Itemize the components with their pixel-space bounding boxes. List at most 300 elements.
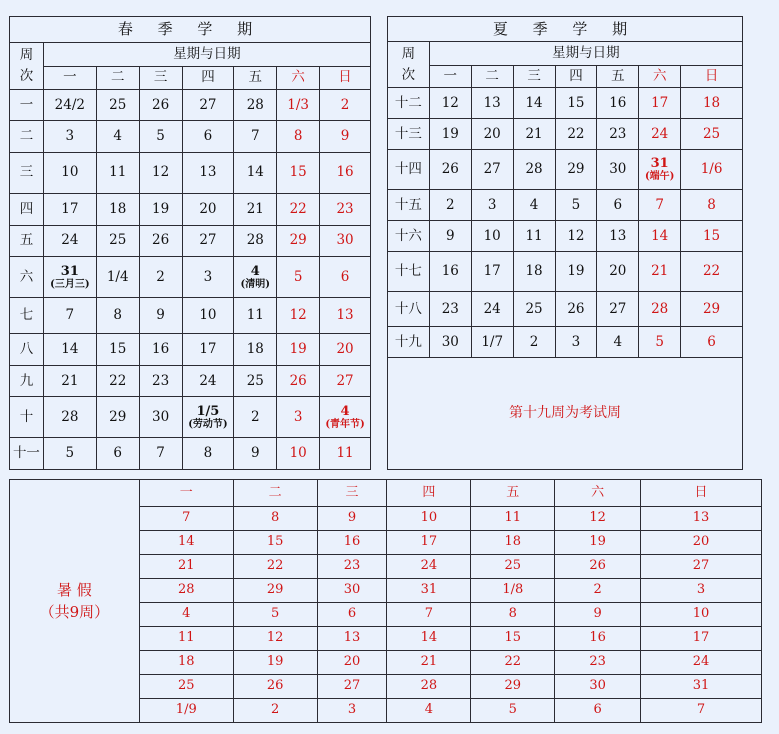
date-cell xyxy=(513,252,555,292)
date-cell xyxy=(555,292,597,327)
vacation-date-cell: 28 xyxy=(387,675,471,699)
date-value: 17 xyxy=(651,94,669,111)
date-value: 27 xyxy=(336,372,354,389)
vacation-date-cell: 23 xyxy=(317,555,387,579)
date-cell xyxy=(320,121,371,153)
date-value: 26 xyxy=(441,161,459,178)
vacation-date-cell: 11 xyxy=(139,627,233,651)
week-number: 十 xyxy=(10,397,44,438)
week-row xyxy=(388,150,743,190)
holiday-note: (青年节) xyxy=(325,418,365,430)
date-value: 5 xyxy=(655,333,664,350)
date-value: 19 xyxy=(289,340,307,357)
date-cell xyxy=(96,121,139,153)
date-cell xyxy=(555,88,597,119)
vacation-date-cell: 18 xyxy=(471,531,555,555)
date-cell xyxy=(639,190,681,221)
date-value: 8 xyxy=(707,196,716,213)
date-cell xyxy=(597,252,639,292)
vacation-date-cell: 15 xyxy=(233,531,317,555)
week-row xyxy=(10,225,371,257)
week-row xyxy=(388,252,743,292)
week-number: 二 xyxy=(10,121,44,153)
date-cell xyxy=(139,333,182,365)
date-cell xyxy=(681,327,743,358)
date-cell xyxy=(277,365,320,397)
date-value: 17 xyxy=(199,340,217,357)
date-cell xyxy=(43,365,96,397)
week-header-char-1: 周 xyxy=(19,46,34,63)
exam-week-note: 第十九周为考试周 xyxy=(388,358,743,470)
week-row xyxy=(388,221,743,252)
vacation-date-cell: 27 xyxy=(317,675,387,699)
vacation-date-cell: 30 xyxy=(555,675,641,699)
date-value: 15 xyxy=(109,340,127,357)
date-value: 5 xyxy=(156,128,165,145)
week-row xyxy=(10,89,371,121)
vacation-weekday-5: 六 xyxy=(555,480,641,507)
vacation-duration: （共9周） xyxy=(39,603,110,621)
date-value: 12 xyxy=(289,307,307,324)
date-cell xyxy=(234,121,277,153)
vacation-date-cell: 7 xyxy=(641,699,762,723)
date-value: 26 xyxy=(567,300,585,317)
date-cell xyxy=(139,152,182,193)
vacation-date-cell: 29 xyxy=(471,675,555,699)
weekday-5: 六 xyxy=(277,67,320,89)
date-value: 2 xyxy=(156,268,165,285)
date-value: 16 xyxy=(151,340,170,357)
vacation-date-cell: 27 xyxy=(641,555,762,579)
week-number: 十一 xyxy=(10,438,44,470)
date-value: 6 xyxy=(707,333,716,350)
semester-title: 春 季 学 期 xyxy=(10,17,371,43)
week-number: 九 xyxy=(10,365,44,397)
date-cell xyxy=(597,327,639,358)
vacation-date-cell: 2 xyxy=(233,699,317,723)
holiday-note: (三月三) xyxy=(50,278,90,290)
date-cell xyxy=(471,327,513,358)
date-value: 28 xyxy=(651,300,669,317)
vacation-date-cell: 6 xyxy=(555,699,641,723)
date-cell xyxy=(429,221,471,252)
week-column-header xyxy=(388,42,430,88)
date-cell xyxy=(320,257,371,298)
date-cell xyxy=(429,252,471,292)
vacation-date-cell: 24 xyxy=(387,555,471,579)
vacation-date-cell: 31 xyxy=(641,675,762,699)
date-cell xyxy=(139,298,182,334)
vacation-date-cell: 20 xyxy=(317,651,387,675)
date-cell xyxy=(277,397,320,438)
date-value: 22 xyxy=(109,372,127,389)
date-cell xyxy=(96,152,139,193)
header-row xyxy=(10,42,371,67)
date-cell xyxy=(182,333,234,365)
date-value: 18 xyxy=(246,340,264,357)
date-value: 7 xyxy=(655,196,664,213)
date-cell xyxy=(639,327,681,358)
vacation-date-cell: 19 xyxy=(555,531,641,555)
date-cell xyxy=(234,257,277,298)
date-cell xyxy=(277,152,320,193)
vacation-date-cell: 28 xyxy=(139,579,233,603)
date-value: 20 xyxy=(609,263,627,280)
date-value: 11 xyxy=(336,445,354,462)
date-cell xyxy=(597,150,639,190)
date-cell xyxy=(320,397,371,438)
date-value: 8 xyxy=(113,307,122,324)
date-value: 23 xyxy=(441,300,459,317)
date-cell xyxy=(96,365,139,397)
vacation-date-cell: 3 xyxy=(641,579,762,603)
date-cell xyxy=(182,193,234,225)
vacation-weekday-1: 二 xyxy=(233,480,317,507)
week-number: 十六 xyxy=(388,221,430,252)
week-row xyxy=(10,152,371,193)
date-cell xyxy=(43,89,96,121)
date-cell xyxy=(182,152,234,193)
vacation-date-cell: 13 xyxy=(641,507,762,531)
vacation-date-cell: 25 xyxy=(471,555,555,579)
vacation-date-cell: 3 xyxy=(317,699,387,723)
date-cell xyxy=(182,397,234,438)
date-cell xyxy=(182,438,234,470)
date-value: 16 xyxy=(441,263,459,280)
date-cell xyxy=(555,150,597,190)
vacation-date-cell: 6 xyxy=(317,603,387,627)
vacation-date-cell: 2 xyxy=(555,579,641,603)
date-cell xyxy=(96,193,139,225)
vacation-date-cell: 9 xyxy=(317,507,387,531)
date-value: 19 xyxy=(567,263,585,280)
date-cell xyxy=(277,257,320,298)
date-cell xyxy=(471,221,513,252)
week-row xyxy=(10,333,371,365)
date-cell xyxy=(681,190,743,221)
week-header-char-2: 次 xyxy=(19,67,34,84)
week-row xyxy=(10,397,371,438)
date-cell xyxy=(681,119,743,150)
date-cell xyxy=(513,150,555,190)
week-number: 十二 xyxy=(388,88,430,119)
date-value: 18 xyxy=(702,94,721,111)
holiday-note: (清明) xyxy=(240,278,271,290)
date-value: 15 xyxy=(567,94,585,111)
date-cell xyxy=(429,190,471,221)
weekday-2: 三 xyxy=(513,66,555,88)
date-value: 2 xyxy=(446,196,455,213)
date-value: 18 xyxy=(525,263,543,280)
date-value: 4 xyxy=(529,196,539,213)
holiday-note: (端午) xyxy=(644,171,675,183)
week-number: 十五 xyxy=(388,190,430,221)
date-value: 29 xyxy=(567,161,585,178)
date-value: 3 xyxy=(293,408,303,425)
date-value: 13 xyxy=(336,307,354,324)
week-header-char-2: 次 xyxy=(401,66,416,83)
date-cell xyxy=(234,89,277,121)
date-value: 22 xyxy=(289,200,307,217)
vacation-date-cell: 10 xyxy=(387,507,471,531)
date-cell xyxy=(320,225,371,257)
date-cell xyxy=(182,257,234,298)
date-cell xyxy=(43,257,96,298)
date-value: 18 xyxy=(109,200,127,217)
date-cell xyxy=(43,121,96,153)
weekday-4: 五 xyxy=(597,66,639,88)
week-number: 八 xyxy=(10,333,44,365)
week-row xyxy=(10,438,371,470)
weekday-5: 六 xyxy=(639,66,681,88)
date-cell xyxy=(234,333,277,365)
date-cell xyxy=(429,292,471,327)
weekday-1: 二 xyxy=(96,67,139,89)
date-value: 3 xyxy=(487,196,497,213)
date-cell xyxy=(681,88,743,119)
vacation-date-cell: 23 xyxy=(555,651,641,675)
date-cell xyxy=(234,225,277,257)
vacation-date-cell: 4 xyxy=(139,603,233,627)
date-cell xyxy=(234,397,277,438)
date-value: 6 xyxy=(203,128,213,145)
date-cell xyxy=(320,365,371,397)
week-row xyxy=(10,365,371,397)
date-cell xyxy=(639,292,681,327)
date-value: 9 xyxy=(340,128,350,145)
date-cell xyxy=(429,119,471,150)
date-value: 9 xyxy=(250,445,260,462)
date-cell xyxy=(182,298,234,334)
date-value: 9 xyxy=(156,307,165,324)
week-number: 四 xyxy=(10,193,44,225)
vacation-date-cell: 17 xyxy=(387,531,471,555)
date-cell xyxy=(43,298,96,334)
vacation-date-cell: 22 xyxy=(233,555,317,579)
week-number: 六 xyxy=(10,257,44,298)
date-cell xyxy=(182,365,234,397)
weekday-4: 五 xyxy=(234,67,277,89)
semester-title: 夏 季 学 期 xyxy=(388,17,743,42)
date-cell xyxy=(320,438,371,470)
date-cell xyxy=(681,292,743,327)
date-cell xyxy=(96,438,139,470)
date-value: 25 xyxy=(246,372,264,389)
date-value: 16 xyxy=(609,94,627,111)
vacation-date-cell: 17 xyxy=(641,627,762,651)
date-value: 3 xyxy=(65,128,75,145)
date-value: 28 xyxy=(246,96,264,113)
date-cell xyxy=(43,193,96,225)
date-value: 14 xyxy=(246,164,264,181)
weekday-0: 一 xyxy=(429,66,471,88)
week-number: 七 xyxy=(10,298,44,334)
date-value: 13 xyxy=(483,94,501,111)
vacation-date-cell: 16 xyxy=(317,531,387,555)
vacation-date-cell: 31 xyxy=(387,579,471,603)
date-cell xyxy=(597,221,639,252)
date-value: 10 xyxy=(199,307,217,324)
vacation-date-cell: 1/9 xyxy=(139,699,233,723)
date-value: 28 xyxy=(61,408,79,425)
date-cell xyxy=(96,257,139,298)
vacation-date-cell: 10 xyxy=(641,603,762,627)
vacation-date-cell: 24 xyxy=(641,651,762,675)
date-value: 1/3 xyxy=(287,96,310,113)
date-cell xyxy=(555,327,597,358)
date-value: 6 xyxy=(113,445,122,462)
date-value: 11 xyxy=(246,307,264,324)
week-number: 三 xyxy=(10,152,44,193)
vacation-weekday-6: 日 xyxy=(641,480,762,507)
week-column-header xyxy=(10,42,44,89)
weekday-3: 四 xyxy=(182,67,234,89)
date-value: 4 xyxy=(250,263,260,279)
date-cell xyxy=(234,193,277,225)
date-cell xyxy=(429,327,471,358)
date-cell xyxy=(277,121,320,153)
date-value: 25 xyxy=(109,232,127,249)
weekday-row xyxy=(10,67,371,89)
date-value: 2 xyxy=(340,96,350,113)
vacation-date-cell: 8 xyxy=(471,603,555,627)
date-cell xyxy=(471,150,513,190)
date-cell xyxy=(429,150,471,190)
date-cell xyxy=(139,257,182,298)
date-cell xyxy=(513,327,555,358)
summer-semester-table xyxy=(387,16,743,470)
date-value: 22 xyxy=(702,263,721,280)
date-value: 31 xyxy=(60,263,79,279)
vacation-title: 暑 假 xyxy=(57,580,92,599)
date-cell xyxy=(513,221,555,252)
date-value: 15 xyxy=(289,164,307,181)
week-row xyxy=(388,88,743,119)
date-value: 27 xyxy=(199,232,217,249)
date-value: 3 xyxy=(203,268,213,285)
vacation-date-cell: 7 xyxy=(387,603,471,627)
date-value: 24/2 xyxy=(54,96,85,113)
date-cell xyxy=(597,292,639,327)
date-cell xyxy=(139,225,182,257)
vacation-date-cell: 5 xyxy=(233,603,317,627)
week-number: 五 xyxy=(10,225,44,257)
week-row xyxy=(388,327,743,358)
vacation-weekday-row xyxy=(10,480,762,507)
note-row xyxy=(388,358,743,470)
date-value: 4 xyxy=(113,128,122,145)
vacation-date-cell: 12 xyxy=(233,627,317,651)
vacation-date-cell: 25 xyxy=(139,675,233,699)
header-row xyxy=(388,42,743,66)
date-cell xyxy=(139,397,182,438)
date-value: 4 xyxy=(340,403,350,419)
date-value: 30 xyxy=(441,333,459,350)
date-cell xyxy=(277,193,320,225)
date-value: 23 xyxy=(336,200,354,217)
date-value: 17 xyxy=(483,263,501,280)
week-number: 十三 xyxy=(388,119,430,150)
vacation-date-cell: 19 xyxy=(233,651,317,675)
date-cell xyxy=(139,121,182,153)
vacation-date-cell: 1/8 xyxy=(471,579,555,603)
vacation-label xyxy=(10,480,140,723)
vacation-date-cell: 14 xyxy=(387,627,471,651)
week-row xyxy=(388,292,743,327)
vacation-date-cell: 12 xyxy=(555,507,641,531)
date-value: 30 xyxy=(151,408,170,425)
date-cell xyxy=(277,438,320,470)
date-cell xyxy=(43,152,96,193)
date-value: 19 xyxy=(441,125,459,142)
date-cell xyxy=(234,298,277,334)
date-cell xyxy=(639,252,681,292)
semester-title-row xyxy=(388,17,743,42)
date-cell xyxy=(429,88,471,119)
date-cell xyxy=(43,333,96,365)
date-cell xyxy=(320,333,371,365)
week-row xyxy=(388,190,743,221)
vacation-date-cell: 20 xyxy=(641,531,762,555)
week-header-char-1: 周 xyxy=(401,45,416,62)
date-cell xyxy=(639,119,681,150)
date-cell xyxy=(139,438,182,470)
date-value: 30 xyxy=(609,161,627,178)
vacation-weekday-4: 五 xyxy=(471,480,555,507)
date-value: 8 xyxy=(203,445,213,462)
date-cell xyxy=(182,225,234,257)
date-value: 24 xyxy=(199,372,217,389)
date-value: 7 xyxy=(65,307,75,324)
date-cell xyxy=(234,152,277,193)
week-number: 十九 xyxy=(388,327,430,358)
vacation-date-cell: 21 xyxy=(139,555,233,579)
date-value: 29 xyxy=(702,300,721,317)
vacation-weekday-3: 四 xyxy=(387,480,471,507)
date-value: 28 xyxy=(246,232,264,249)
date-value: 13 xyxy=(609,227,627,244)
date-value: 5 xyxy=(293,268,303,285)
date-cell xyxy=(182,89,234,121)
date-value: 8 xyxy=(293,128,303,145)
vacation-date-cell: 16 xyxy=(555,627,641,651)
vacation-date-cell: 18 xyxy=(139,651,233,675)
weekday-2: 三 xyxy=(139,67,182,89)
date-cell xyxy=(513,119,555,150)
date-value: 24 xyxy=(61,232,79,249)
holiday-note: (劳动节) xyxy=(188,418,228,430)
date-cell xyxy=(471,88,513,119)
vacation-weekday-0: 一 xyxy=(139,480,233,507)
vacation-date-cell: 22 xyxy=(471,651,555,675)
date-value: 31 xyxy=(650,155,669,171)
vacation-date-cell: 15 xyxy=(471,627,555,651)
date-cell xyxy=(277,333,320,365)
date-value: 19 xyxy=(151,200,170,217)
date-cell xyxy=(234,438,277,470)
date-cell xyxy=(96,333,139,365)
date-cell xyxy=(320,298,371,334)
date-value: 21 xyxy=(525,125,543,142)
weekday-6: 日 xyxy=(320,67,371,89)
date-cell xyxy=(277,298,320,334)
date-value: 11 xyxy=(109,164,127,181)
date-value: 1/5 xyxy=(196,403,220,419)
date-cell xyxy=(43,397,96,438)
date-value: 26 xyxy=(151,96,170,113)
date-value: 23 xyxy=(151,372,170,389)
date-value: 5 xyxy=(571,196,581,213)
